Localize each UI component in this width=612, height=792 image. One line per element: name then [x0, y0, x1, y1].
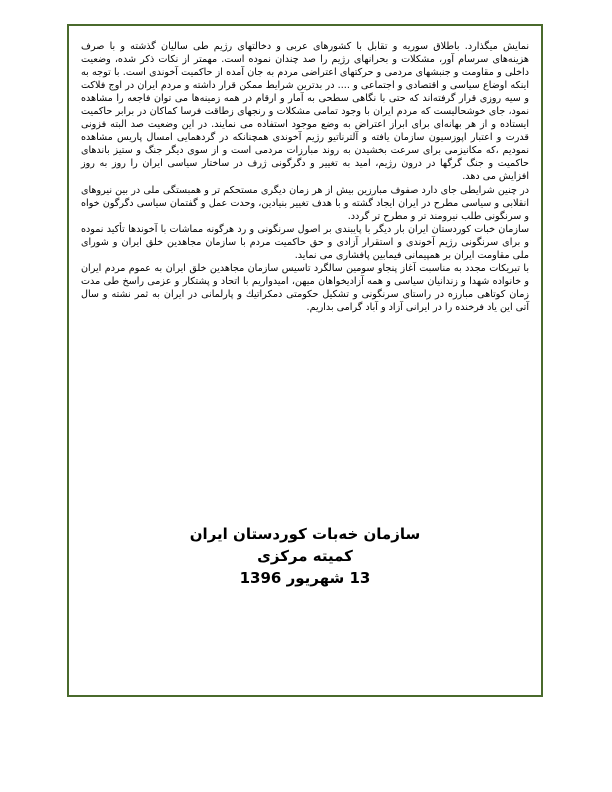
body-paragraph: با تبریکات مجدد به مناسبت آغاز پنجاو سومین سالگرد تاسیس سازمان مجاهدین خلق ایران به عموم مردم ایران و خانواده شهدا و زندانیان سیاسی و همه آزادیخواهان میهن، امیدواریم با اتحاد و پشتکار و عزمی راسخ طی مدت زمان کوتاهی مبارزه در راستای سرنگونی و تشکیل حکومتی دمکراتیك و پارلمانی در ایران به ثمر نشته و سال آتی این یاد فرخنده را در ایرانی آزاد و آباد گرامی بداریم. — [81, 262, 529, 313]
organization-name: سازمان خەبات کوردستان ایران — [189, 525, 421, 543]
body-paragraph: سازمان خبات کوردستان ایران بار دیگر با پایبندی بر اصول سرنگونی و رد هرگونه مماشات با آخوندها تأکید نموده و برای سرنگونی رژیم آخوندی و استقرار آزادی و حق حاکمیت مردم با سازمان مجاهدین خلق ایران و شورای ملی مقاومت ایران بر همپیمانی فیمابین پافشاری می نماید. — [81, 223, 529, 261]
body-paragraph: در چنین شرایطی جای دارد صفوف مبارزین بیش از هر زمان دیگری مستحکم تر و همبستگی ملی در بین نیروهای انقلابی و سیاسی مطرح در ایران ایجاد گشته و با هدف تغییر بنیادین، وحدت عمل و گفتمان سیاسی دگرگون خواه و سرنگونی طلب نیرومند تر و مطرح تر گردد. — [81, 184, 529, 222]
statement-date: 13 شهریور 1396 — [239, 569, 371, 587]
signature-block — [69, 523, 541, 589]
body-paragraph: نمایش میگذارد. باطلاق سوریه و تقابل با کشورهای عربی و دخالتهای رژیم طی سالیان گذشته و با صرف هزینه‌های سرسام آور، مشکلات و بحرانهای رژیم را صد چندان نموده است. مهمتر از نکات ذکر شده، وضعیت داخلی و مقاومت و جنبشهای مردمی و حرکتهای اعتراضی مردم به جان آمده از حاکمیت آخوندی است. با توجه به اینکه اوضاع سیاسی و اقتصادی و اجتماعی و .... در بدترین شرایط ممکن قرار داشته و مردم ایران در اوج فلاکت و سیه روزی قرار گرفته‌اند که حتی با نگاهی سطحی به آمار و ارقام در همه زمینه‌ها می توان فاجعه را مشاهده نمود، جای خوشحالیست که مردم ایران با وجود تمامی مشکلات و رنجهای زطاقت فرسا کماکان در برابر حاکمیت ایستاده و از هر بهانه‌ای برای ابراز اعتراض به وضع موجود استفاده می نمایند. در این وضعیت صد البته فزونی قدرت و اعتبار اپوزسیون سازمان یافته و آلترناتیو رژیم آخوندی همچنانکه در گردهمایی امسال پاریس مشاهده نمودیم ،که مکانیزمی برای سرعت بخشیدن به روند مبارزات مردمی است و از سوی دیگر جنگ و ستیز باندهای حاکمیت و جنگ گرگها در درون رژیم، امید به تغییر و دگرگونی ژرف در ساختار سیاسی ایران را روز به روز افزایش می دهد. — [81, 41, 529, 183]
committee-name: کمیته مرکزی — [257, 547, 353, 565]
page-border — [67, 24, 543, 697]
statement-body — [81, 40, 529, 314]
